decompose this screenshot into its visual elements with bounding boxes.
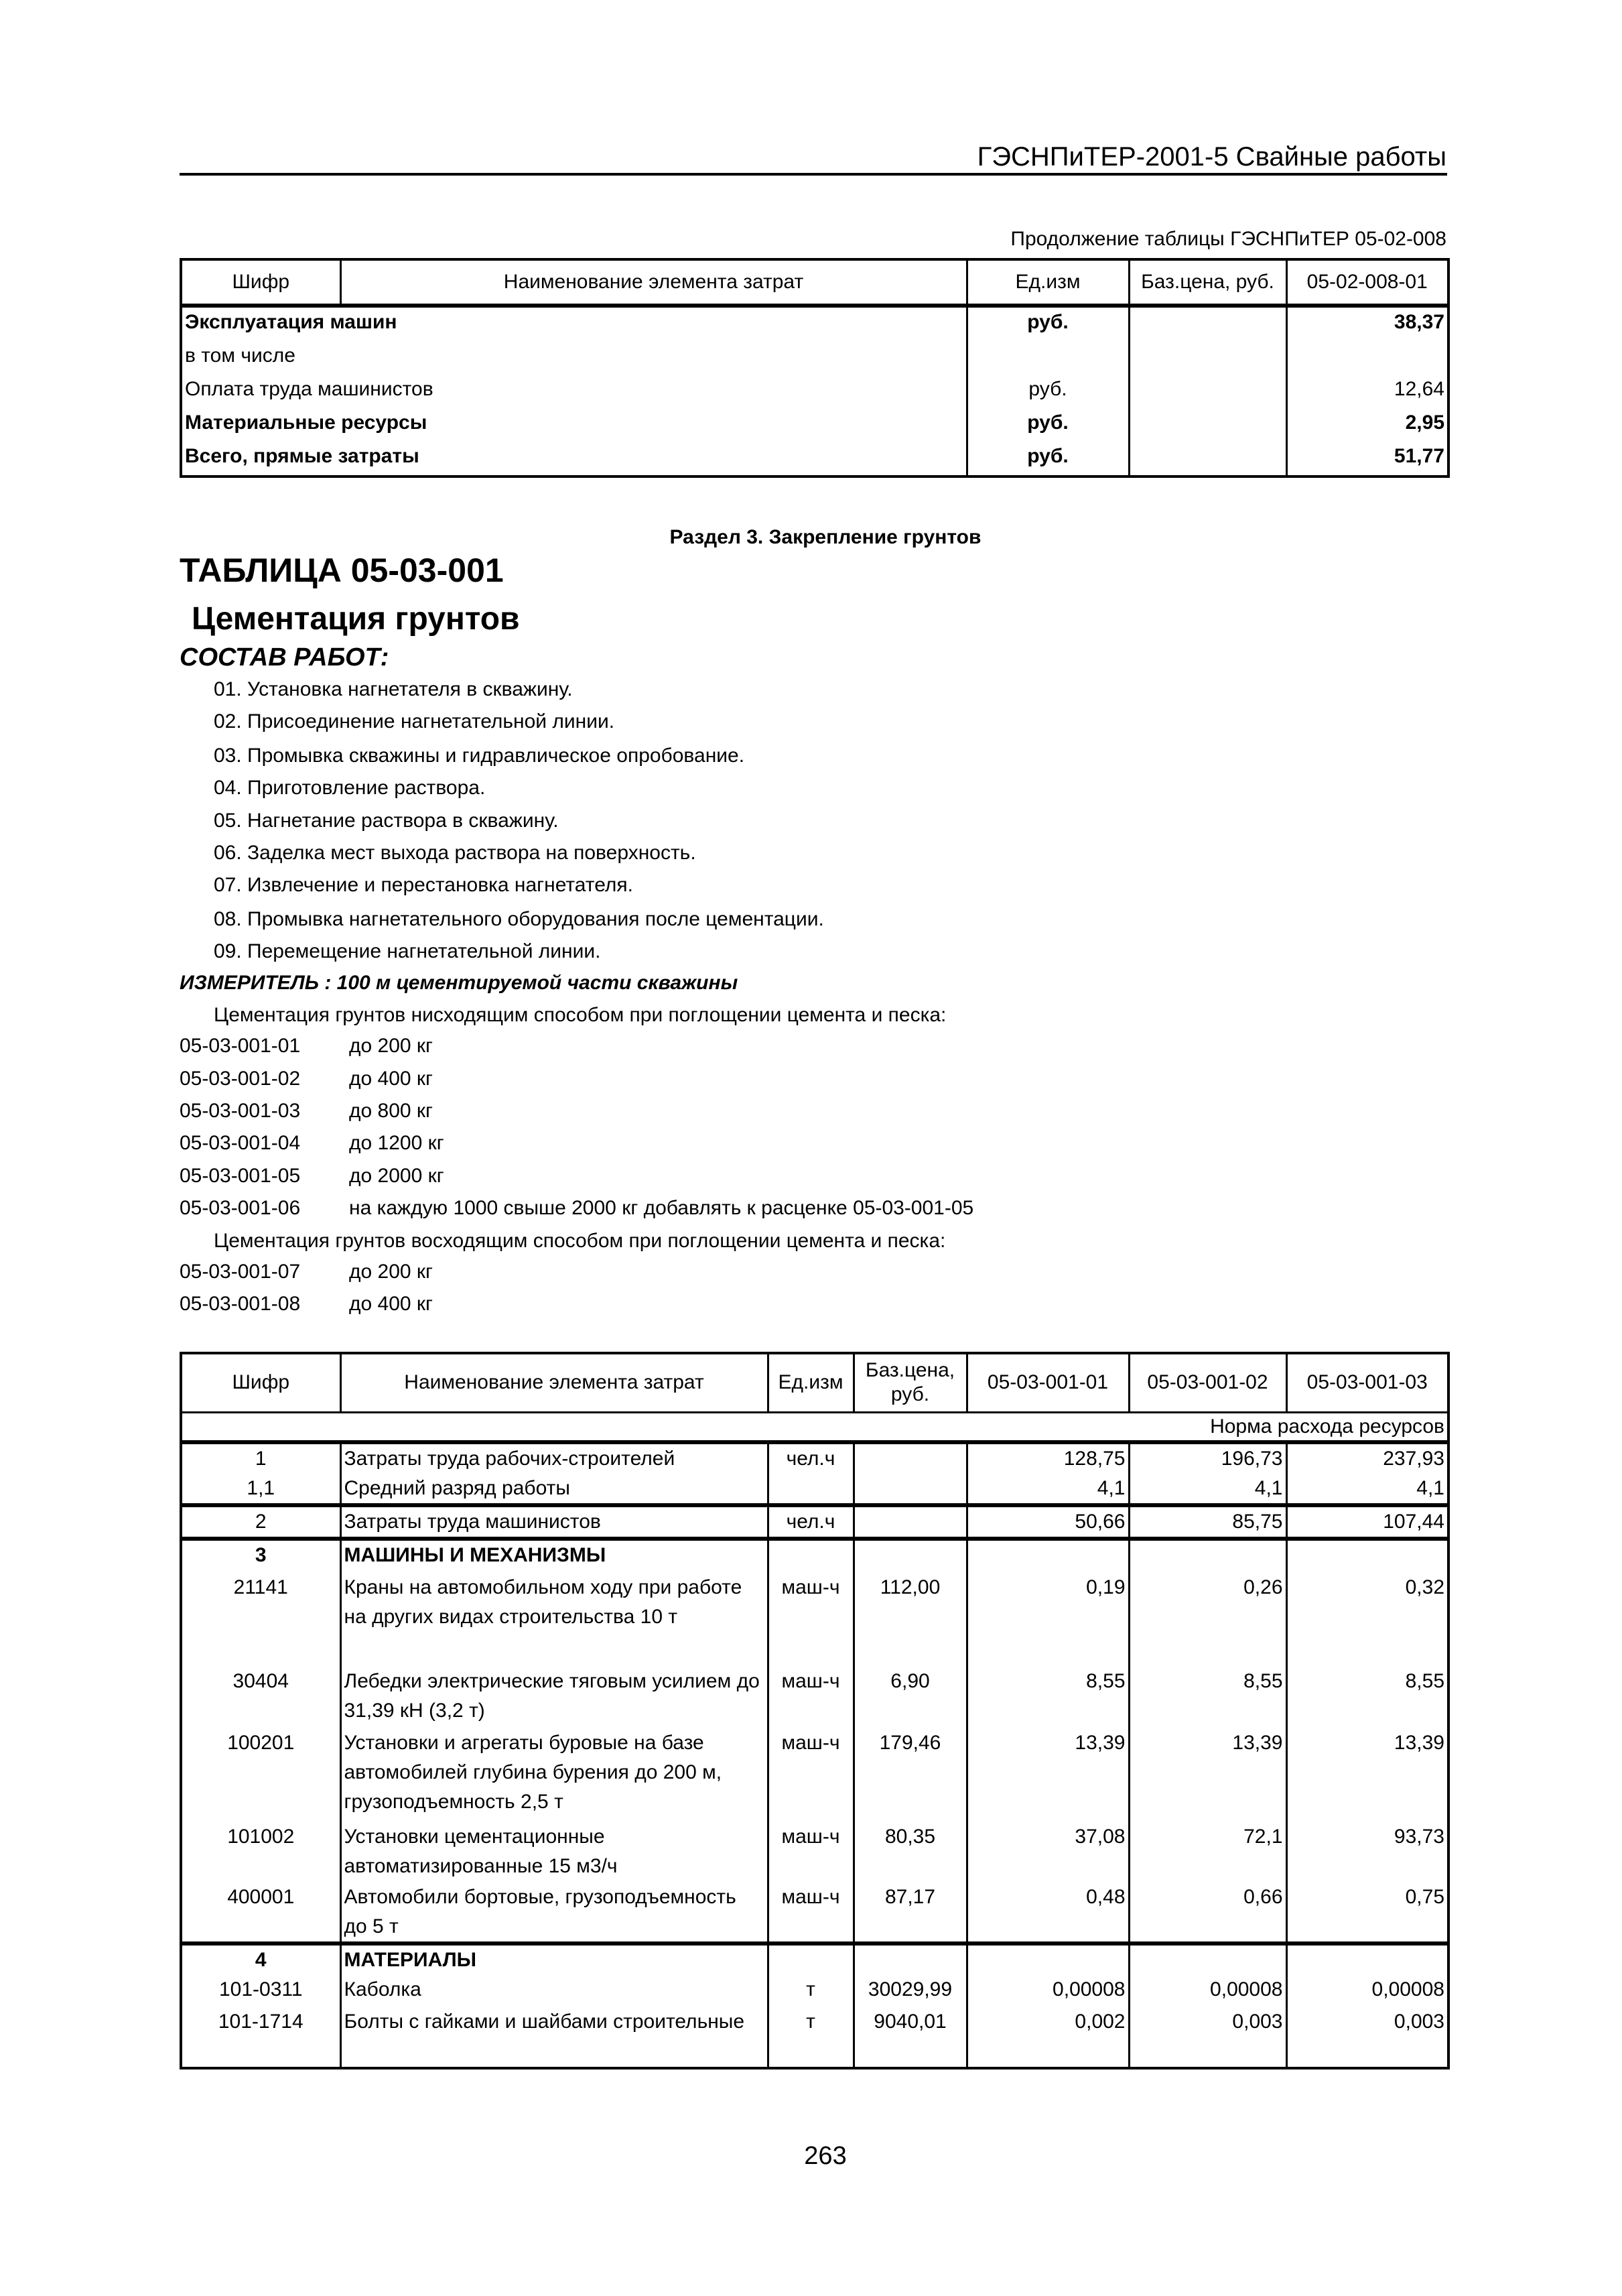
base-price: 6,90: [854, 1667, 967, 1728]
unit: маш-ч: [768, 1667, 854, 1728]
col-header: Ед.изм: [768, 1353, 854, 1412]
col-header: Наименование элемента затрат: [340, 259, 967, 306]
rate-code: 05-03-001-04: [180, 1132, 301, 1154]
work-item: 08. Промывка нагнетательного оборудования после цементации.: [214, 908, 824, 930]
table-row: [181, 375, 1448, 408]
rate-desc: до 200 кг: [349, 1261, 433, 1283]
table-row: [181, 1573, 1448, 1667]
code: 101-1714: [181, 2007, 340, 2068]
unit: маш-ч: [768, 1883, 854, 1943]
table-row: [181, 1975, 1448, 2007]
col-header: 05-02-008-01: [1286, 259, 1448, 306]
cost-name: Материальные ресурсы: [181, 408, 967, 442]
table-subtitle: Цементация грунтов: [192, 601, 520, 637]
col-header: Шифр: [181, 259, 340, 306]
table-header-row: [181, 259, 1448, 306]
unit: т: [768, 1975, 854, 2007]
table-row: [181, 1728, 1448, 1822]
base-price: [854, 1442, 967, 1474]
cost-name: Болты с гайками и шайбами строительные: [340, 2007, 768, 2068]
code: 30404: [181, 1667, 340, 1728]
value: 85,75: [1129, 1505, 1286, 1539]
value: 0,003: [1286, 2007, 1448, 2068]
meter: ИЗМЕРИТЕЛЬ : 100 м цементируемой части скважины: [180, 972, 738, 994]
continuation-caption: Продолжение таблицы ГЭСНПиТЕР 05-02-008: [1010, 228, 1446, 250]
value: 0,00008: [967, 1975, 1129, 2007]
table-row: [181, 1883, 1448, 1943]
code: 1,1: [181, 1474, 340, 1505]
unit: [768, 1539, 854, 1573]
cost-name: МАШИНЫ И МЕХАНИЗМЫ: [340, 1539, 768, 1573]
code: 1: [181, 1442, 340, 1474]
norma-row: [181, 1412, 1448, 1442]
rate-code: 05-03-001-03: [180, 1100, 301, 1122]
col-header: 05-03-001-03: [1286, 1353, 1448, 1412]
value: 93,73: [1286, 1822, 1448, 1883]
table-row: [181, 1505, 1448, 1539]
rate-desc: до 1200 кг: [349, 1132, 444, 1154]
rate-desc: до 200 кг: [349, 1035, 433, 1057]
col-header: Баз.цена, руб.: [854, 1353, 967, 1412]
value: 0,32: [1286, 1573, 1448, 1667]
base-price: [1129, 442, 1286, 476]
work-item: 07. Извлечение и перестановка нагнетателя.: [214, 874, 633, 896]
group1-heading: Цементация грунтов нисходящим способом при поглощении цемента и песка:: [214, 1004, 947, 1026]
table-row: [181, 1822, 1448, 1883]
table-row: [181, 2007, 1448, 2068]
header-rule: [180, 173, 1447, 176]
value: [1286, 341, 1448, 375]
code: 101-0311: [181, 1975, 340, 2007]
base-price: 179,46: [854, 1728, 967, 1822]
rate-code: 05-03-001-08: [180, 1293, 301, 1315]
work-item: 01. Установка нагнетателя в скважину.: [214, 678, 573, 700]
table-row: [181, 1474, 1448, 1505]
value: 0,66: [1129, 1883, 1286, 1943]
rate-desc: до 2000 кг: [349, 1165, 444, 1187]
base-price: [854, 1505, 967, 1539]
value: 107,44: [1286, 1505, 1448, 1539]
value: 196,73: [1129, 1442, 1286, 1474]
table-row: [181, 408, 1448, 442]
unit: чел.ч: [768, 1442, 854, 1474]
base-price: 112,00: [854, 1573, 967, 1667]
value: [1129, 1539, 1286, 1573]
code: 4: [181, 1943, 340, 1975]
cost-name: Лебедки электрические тяговым усилием до 31,39 кН (3,2 т): [340, 1667, 768, 1728]
rate-code: 05-03-001-02: [180, 1068, 301, 1090]
table-header-row: [181, 1353, 1448, 1412]
value: 12,64: [1286, 375, 1448, 408]
col-header: 05-03-001-02: [1129, 1353, 1286, 1412]
code: 2: [181, 1505, 340, 1539]
value: [1286, 1539, 1448, 1573]
table-row: [181, 341, 1448, 375]
code: 21141: [181, 1573, 340, 1667]
rate-code: 05-03-001-01: [180, 1035, 301, 1057]
value: 0,00008: [1286, 1975, 1448, 2007]
value: 8,55: [967, 1667, 1129, 1728]
work-item: 02. Присоединение нагнетательной линии.: [214, 710, 615, 732]
code: 101002: [181, 1822, 340, 1883]
value: 38,37: [1286, 306, 1448, 341]
code: 3: [181, 1539, 340, 1573]
base-price: [854, 1943, 967, 1975]
unit: маш-ч: [768, 1573, 854, 1667]
code: 100201: [181, 1728, 340, 1822]
unit: маш-ч: [768, 1728, 854, 1822]
value: 4,1: [1286, 1474, 1448, 1505]
cost-name: Установки цементационные автоматизированные 15 м3/ч: [340, 1822, 768, 1883]
base-price: [1129, 306, 1286, 341]
value: 237,93: [1286, 1442, 1448, 1474]
value: 13,39: [1286, 1728, 1448, 1822]
value: 0,00008: [1129, 1975, 1286, 2007]
cost-name: Краны на автомобильном ходу при работе на других видах строительства 10 т: [340, 1573, 768, 1667]
unit: руб.: [967, 306, 1129, 341]
base-price: [1129, 341, 1286, 375]
value: [967, 1943, 1129, 1975]
value: 4,1: [967, 1474, 1129, 1505]
value: 72,1: [1129, 1822, 1286, 1883]
rate-code: 05-03-001-05: [180, 1165, 301, 1187]
unit: [768, 1474, 854, 1505]
unit: руб.: [967, 408, 1129, 442]
base-price: [1129, 408, 1286, 442]
value: 0,26: [1129, 1573, 1286, 1667]
rate-code: 05-03-001-07: [180, 1261, 301, 1283]
value: 50,66: [967, 1505, 1129, 1539]
value: 37,08: [967, 1822, 1129, 1883]
cost-table-05-02-008: [180, 258, 1450, 478]
base-price: 9040,01: [854, 2007, 967, 2068]
value: 0,19: [967, 1573, 1129, 1667]
cost-name: Затраты труда машинистов: [340, 1505, 768, 1539]
cost-name: МАТЕРИАЛЫ: [340, 1943, 768, 1975]
col-header: Ед.изм: [967, 259, 1129, 306]
base-price: [1129, 375, 1286, 408]
value: 51,77: [1286, 442, 1448, 476]
cost-name: Затраты труда рабочих-строителей: [340, 1442, 768, 1474]
value: [967, 1539, 1129, 1573]
base-price: [854, 1474, 967, 1505]
value: [1286, 1943, 1448, 1975]
unit: [967, 341, 1129, 375]
table-row: [181, 442, 1448, 476]
col-header: 05-03-001-01: [967, 1353, 1129, 1412]
value: 13,39: [967, 1728, 1129, 1822]
work-item: 06. Заделка мест выхода раствора на поверхность.: [214, 842, 696, 864]
unit: руб.: [967, 375, 1129, 408]
base-price: 87,17: [854, 1883, 967, 1943]
cost-name: в том числе: [181, 341, 967, 375]
cost-name: Каболка: [340, 1975, 768, 2007]
cost-name: Средний разряд работы: [340, 1474, 768, 1505]
unit: [768, 1943, 854, 1975]
table-row: [181, 1539, 1448, 1573]
value: 0,003: [1129, 2007, 1286, 2068]
value: 0,48: [967, 1883, 1129, 1943]
value: 128,75: [967, 1442, 1129, 1474]
work-item: 05. Нагнетание раствора в скважину.: [214, 810, 559, 832]
cost-name: Оплата труда машинистов: [181, 375, 967, 408]
running-title: ГЭСНПиТЕР-2001-5 Свайные работы: [977, 142, 1446, 172]
unit: т: [768, 2007, 854, 2068]
work-item: 04. Приготовление раствора.: [214, 777, 486, 799]
value: 8,55: [1286, 1667, 1448, 1728]
unit: чел.ч: [768, 1505, 854, 1539]
section-title: Раздел 3. Закрепление грунтов: [669, 526, 982, 548]
table-row: [181, 1442, 1448, 1474]
col-header: Наименование элемента затрат: [340, 1353, 768, 1412]
table-row: [181, 306, 1448, 341]
rate-desc: на каждую 1000 свыше 2000 кг добавлять к расценке 05-03-001-05: [349, 1197, 974, 1219]
cost-name: Установки и агрегаты буровые на базе автомобилей глубина бурения до 200 м, грузоподъемность 2,5 т: [340, 1728, 768, 1822]
page-number: 263: [804, 2142, 847, 2170]
value: 13,39: [1129, 1728, 1286, 1822]
value: 4,1: [1129, 1474, 1286, 1505]
base-price: 30029,99: [854, 1975, 967, 2007]
value: 8,55: [1129, 1667, 1286, 1728]
work-item: 09. Перемещение нагнетательной линии.: [214, 940, 601, 962]
table-row: [181, 1667, 1448, 1728]
value: 0,75: [1286, 1883, 1448, 1943]
col-header: Баз.цена, руб.: [1129, 259, 1286, 306]
value: 2,95: [1286, 408, 1448, 442]
table-title: ТАБЛИЦА 05-03-001: [180, 552, 504, 589]
composition-heading: СОСТАВ РАБОТ:: [180, 643, 389, 672]
cost-name: Автомобили бортовые, грузоподъемность до 5 т: [340, 1883, 768, 1943]
work-item: 03. Промывка скважины и гидравлическое опробование.: [214, 745, 745, 767]
norma-label: Норма расхода ресурсов: [181, 1412, 1448, 1442]
base-price: [854, 1539, 967, 1573]
unit: маш-ч: [768, 1822, 854, 1883]
cost-name: Эксплуатация машин: [181, 306, 967, 341]
cost-name: Всего, прямые затраты: [181, 442, 967, 476]
table-row: [181, 1943, 1448, 1975]
group2-heading: Цементация грунтов восходящим способом при поглощении цемента и песка:: [214, 1230, 946, 1252]
rate-desc: до 400 кг: [349, 1293, 433, 1315]
rate-desc: до 400 кг: [349, 1068, 433, 1090]
unit: руб.: [967, 442, 1129, 476]
rate-code: 05-03-001-06: [180, 1197, 301, 1219]
base-price: 80,35: [854, 1822, 967, 1883]
value: [1129, 1943, 1286, 1975]
rate-desc: до 800 кг: [349, 1100, 433, 1122]
col-header: Шифр: [181, 1353, 340, 1412]
code: 400001: [181, 1883, 340, 1943]
cost-table-05-03-001: [180, 1352, 1450, 2069]
value: 0,002: [967, 2007, 1129, 2068]
